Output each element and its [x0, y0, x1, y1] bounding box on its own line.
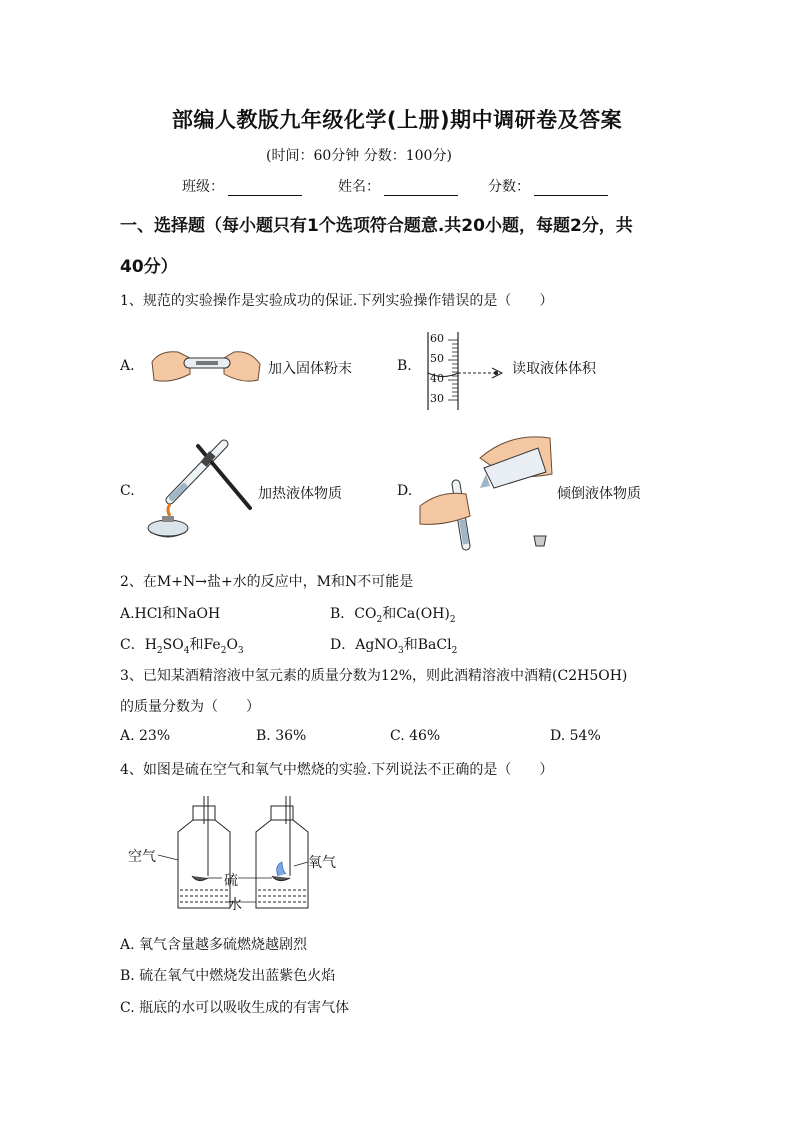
cylinder-tick-30: 30 — [430, 392, 444, 405]
name-blank — [384, 181, 458, 196]
question-4-stem: 4、如图是硫在空气和氧气中燃烧的实验.下列说法不正确的是（ ） — [120, 762, 554, 778]
question-1-stem: 1、规范的实验操作是实验成功的保证.下列实验操作错误的是（ ） — [120, 293, 554, 309]
q4-option-c: C. 瓶底的水可以吸收生成的有害气体 — [120, 1000, 350, 1016]
q1-option-c-caption: 加热液体物质 — [258, 486, 342, 502]
q4-option-b: B. 硫在氧气中燃烧发出蓝紫色火焰 — [120, 968, 336, 984]
class-blank — [228, 181, 302, 196]
q1-option-d-caption: 倾倒液体物质 — [557, 486, 641, 502]
question-3-line2: 的质量分数为（ ） — [120, 699, 260, 715]
q3-option-d: D. 54% — [550, 728, 601, 744]
class-label: 班级： — [182, 179, 224, 195]
label-water: 水 — [228, 897, 242, 913]
q1-option-d-letter: D. — [397, 483, 413, 499]
class-field — [182, 176, 302, 196]
label-air: 空气 — [128, 849, 156, 865]
q2-option-d: D．AgNO$_3$和BaCl$_2$ — [330, 637, 458, 656]
page-title: 部编人教版九年级化学(上册)期中调研卷及答案 — [171, 108, 623, 132]
q1-option-b-letter: B. — [397, 358, 412, 374]
label-oxygen: 氧气 — [308, 855, 336, 871]
q1-option-b-caption: 读取液体体积 — [512, 361, 596, 377]
exam-time-score: (时间：60分钟 分数：100分) — [266, 148, 452, 164]
hands-test-tube-figure — [150, 344, 262, 388]
question-3-line1: 3、已知某酒精溶液中氢元素的质量分数为12%，则此酒精溶液中酒精(C2H5OH) — [120, 668, 628, 684]
cylinder-tick-50: 50 — [430, 352, 444, 365]
q2-option-a: A.HCl和NaOH — [120, 606, 221, 622]
section-heading-line1: 一、选择题（每小题只有1个选项符合题意.共20小题，每题2分，共 — [120, 216, 633, 236]
question-2-stem: 2、在M+N→盐+水的反应中，M和N不可能是 — [120, 574, 414, 590]
q4-option-a: A. 氧气含量越多硫燃烧越剧烈 — [120, 937, 308, 953]
section-heading-line2: 40分） — [120, 257, 178, 277]
pouring-liquid-figure — [420, 428, 560, 552]
score-label: 分数： — [488, 179, 530, 195]
label-sulfur: 硫 — [224, 873, 238, 889]
name-field — [338, 176, 458, 196]
score-blank — [534, 181, 608, 196]
q3-option-a: A. 23% — [120, 728, 171, 744]
q1-option-a-caption: 加入固体粉末 — [268, 361, 352, 377]
cylinder-tick-40: 40 — [430, 372, 444, 385]
q1-option-c-letter: C. — [120, 483, 135, 499]
q2-option-b: B．$CO_2$和$Ca(OH)_2$ — [330, 606, 456, 625]
q3-option-c: C. 46% — [390, 728, 441, 744]
cylinder-tick-60: 60 — [430, 332, 444, 345]
q1-option-a-letter: A. — [120, 358, 135, 374]
heating-test-tube-figure — [146, 436, 256, 546]
name-label: 姓名： — [338, 179, 380, 195]
q3-option-b: B. 36% — [256, 728, 307, 744]
score-field — [488, 176, 608, 196]
q2-option-c: C．$H_2SO_4$和$Fe_2O_3$ — [120, 637, 244, 656]
